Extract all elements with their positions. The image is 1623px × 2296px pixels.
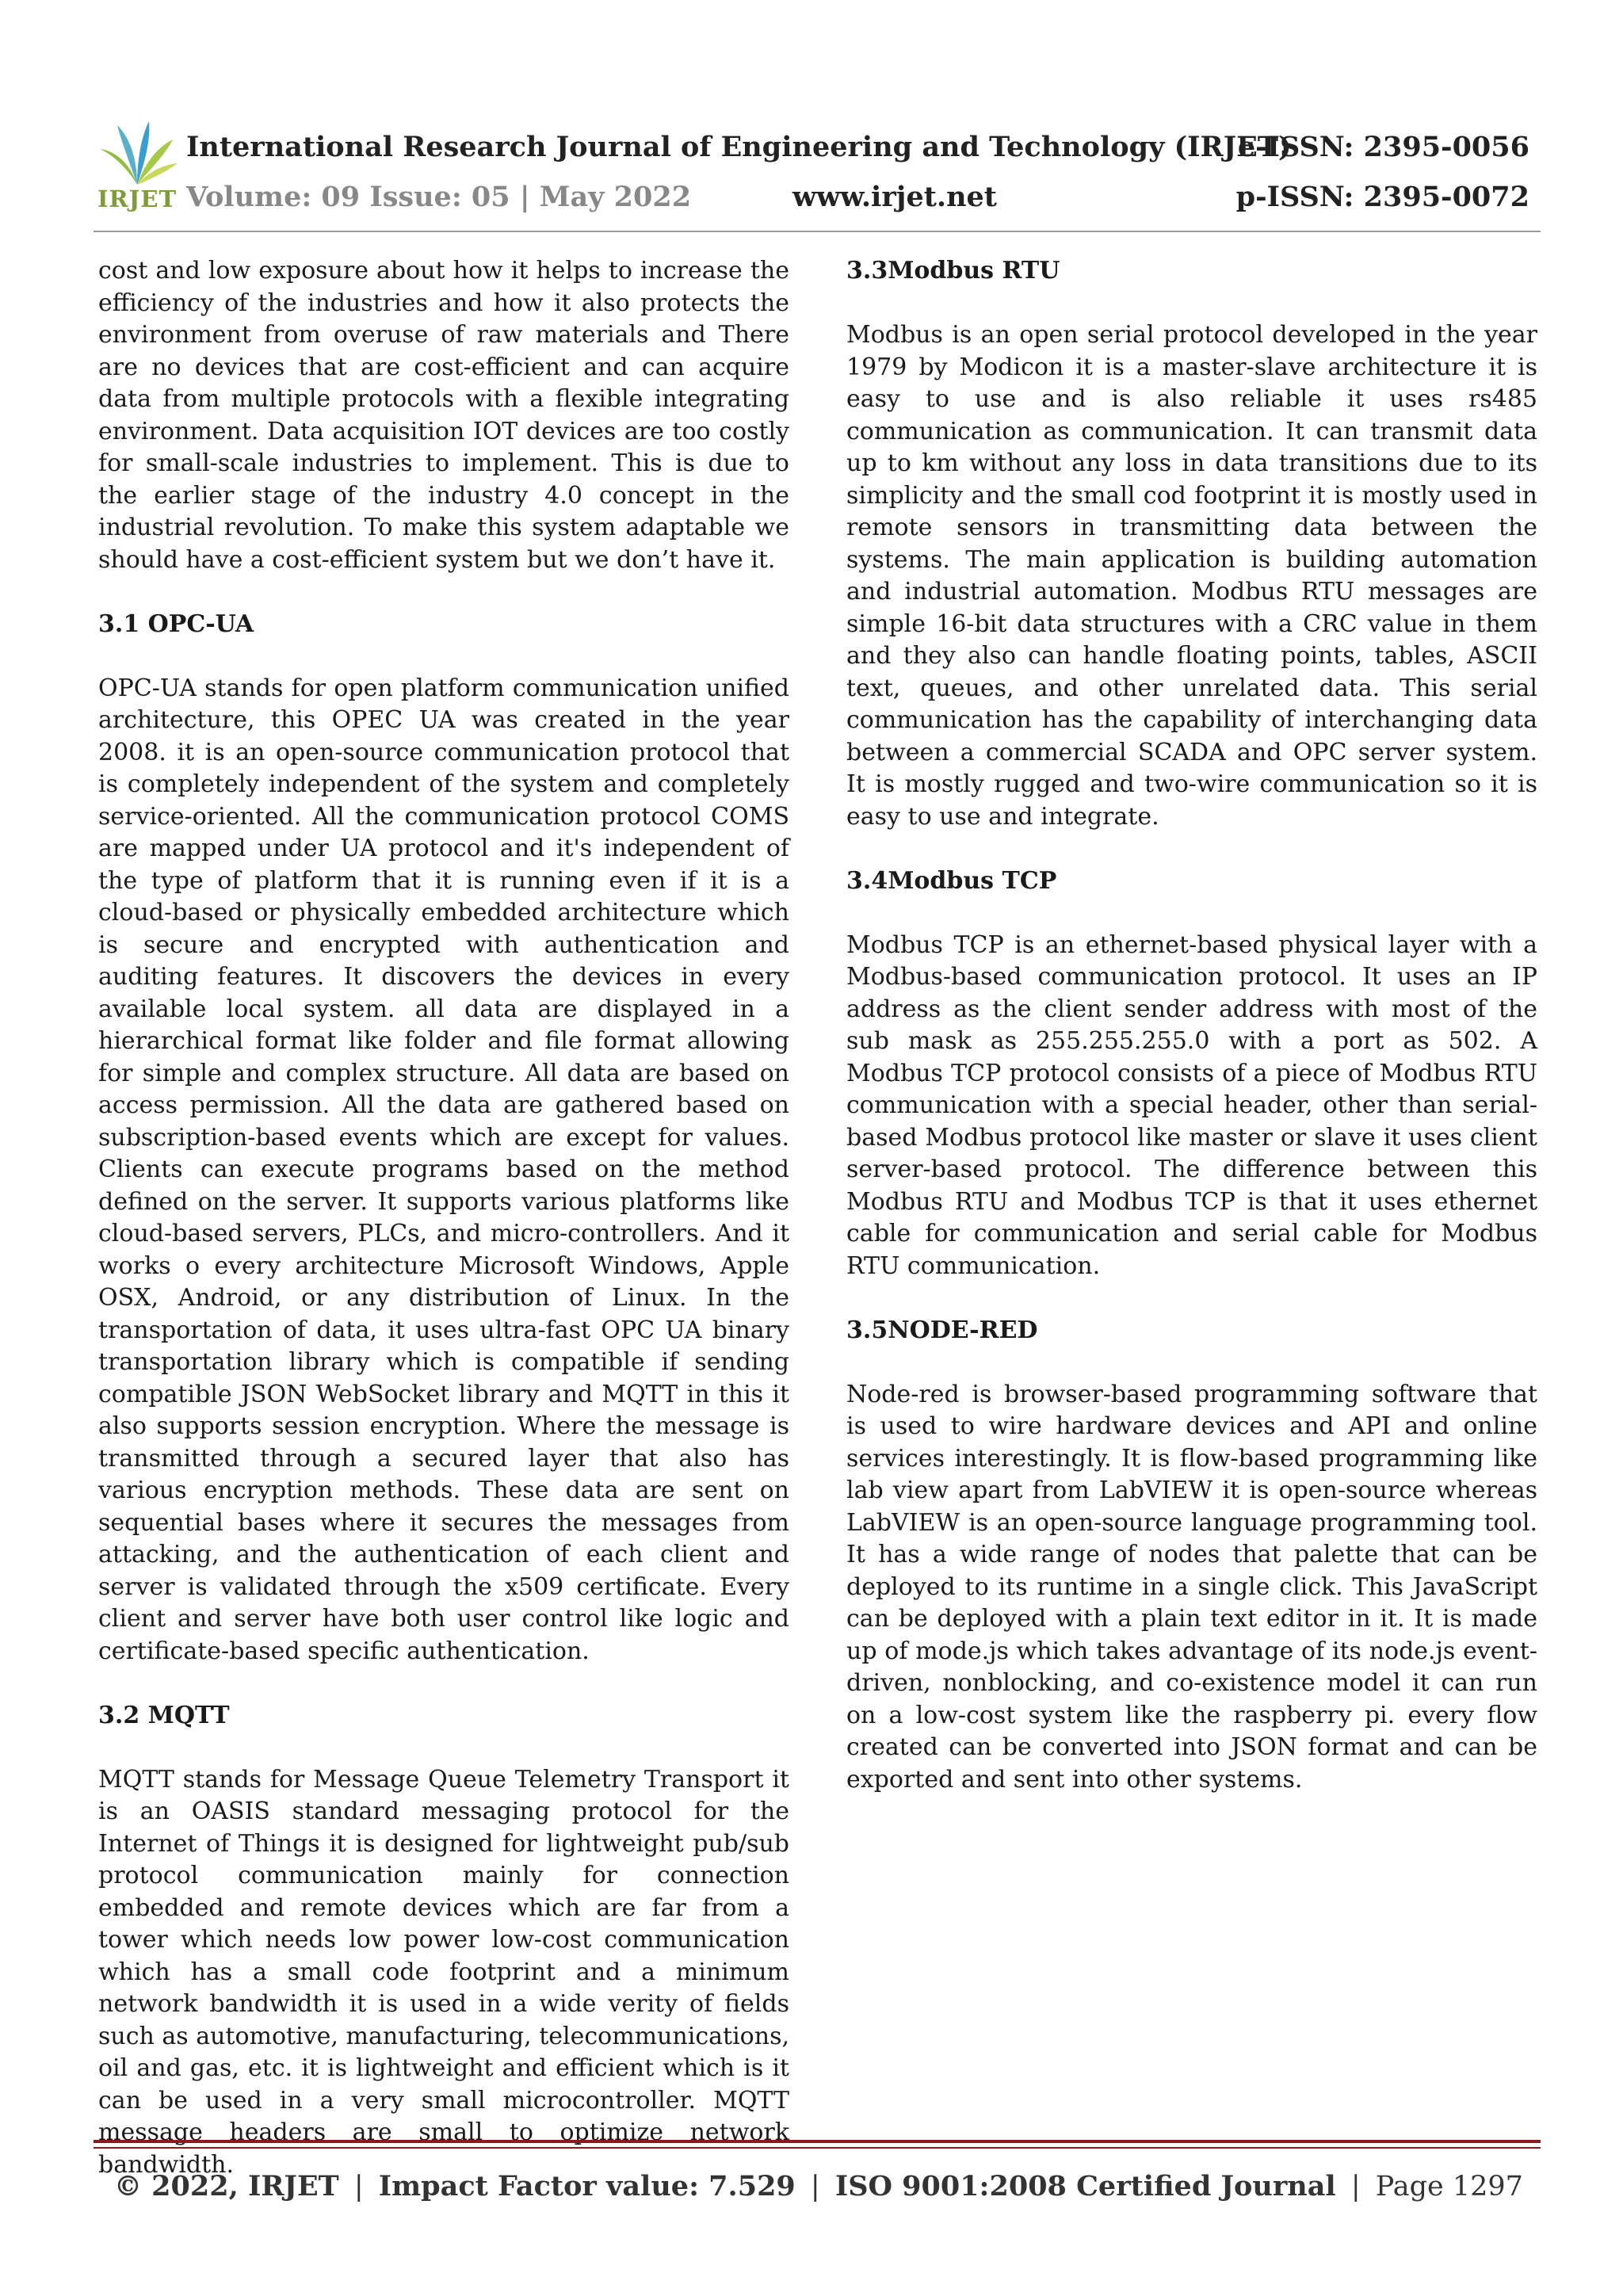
section-paragraph-modbus-rtu: Modbus is an open serial protocol developed in the year 1979 by Modicon it is a master-slave architecture it is easy to use and is also reliable it uses rs485 communication as communication. It can transmit data up to km without any loss in data transitions due to its simplicity and the small cod footprint it is mostly used in remote sensors in transmitting data between the systems. The main application is building automation and industrial automation. Modbus RTU messages are simple 16-bit data structures with a CRC value in them and they also can handle floating points, tables, ASCII text, queues, and other unrelated data. This serial communication has the capability of interchanging data between a commercial SCADA and OPC server system. It is mostly rugged and two-wire communication so it is easy to use and integrate. [846,321,1537,831]
section-heading-opcua: 3.1 OPC-UA [98,609,254,638]
footer-copyright: © 2022, IRJET [114,2170,339,2202]
section-paragraph-modbus-tcp: Modbus TCP is an ethernet-based physical layer with a Modbus-based communication protocol. It uses an IP address as the client sender address with most of the sub mask as 255.255.255.0 with a port as 502. A Modbus TCP protocol consists of a piece of Modbus RTU communication with a special header, other than serial-based Modbus protocol like master or slave it uses client server-based protocol. The difference between this Modbus RTU and Modbus TCP is that it uses ethernet cable for communication and serial cable for Modbus RTU communication. [846,930,1537,1280]
logo-text: IRJET [97,185,178,212]
journal-title: International Research Journal of Engineering and Technology (IRJET) [186,131,1292,163]
intro-paragraph: cost and low exposure about how it helps to increase the efficiency of the industries and how it also protects the environment from overuse of raw materials and There are no devices that are cost-efficient and can acquire data from multiple protocols with a flexible integrating environment. Data acquisition IOT devices are too costly for small-scale industries to implement. This is due to the earlier stage of the industry 4.0 concept in the industrial revolution. To make this system adaptable we should have a cost-efficient system but we don’t have it. [98,257,789,574]
footer-page-number: Page 1297 [1375,2171,1523,2202]
left-column [98,255,789,2214]
section-paragraph-node-red: Node-red is browser-based programming software that is used to wire hardware devices and API and online services interestingly. It is flow-based programming like lab view apart from LabVIEW it is open-source whereas LabVIEW is an open-source language programming tool. It has a wide range of nodes that palette that can be deployed to its runtime in a single click. This JavaScript can be deployed with a plain text editor in it. It is made up of mode.js which takes advantage of its node.js event-driven, nonblocking, and co-existence model it can run on a low-cost system like the raspberry pi. every flow created can be converted into JSON format and can be exported and sent into other systems. [846,1380,1537,1794]
section-heading-modbus-tcp: 3.4Modbus TCP [846,866,1057,895]
footer-separator: | [353,2171,364,2202]
footer-impact-factor: Impact Factor value: 7.529 [378,2170,796,2202]
leaf-logo-icon [94,117,181,189]
footer-divider-thin [94,2147,1541,2149]
journal-logo [94,117,181,220]
eissn: e-ISSN: 2395-0056 [1237,131,1529,163]
footer-separator: | [810,2171,820,2202]
section-paragraph-mqtt: MQTT stands for Message Queue Telemetry Transport it is an OASIS standard messaging protocol for the Internet of Things it is designed for lightweight pub/sub protocol communication mainly for connection embedded and remote devices which are far from a tower which needs low power low-cost communication which has a small code footprint and a minimum network bandwidth it is used in a wide verity of fields such as automotive, manufacturing, telecommunications, oil and gas, etc. it is lightweight and efficient which is it can be used in a very small microcontroller. MQTT message headers are small to optimize network bandwidth. [98,1765,789,2179]
pissn: p-ISSN: 2395-0072 [1235,181,1529,213]
header-divider [94,231,1541,232]
section-paragraph-opcua: OPC-UA stands for open platform communication unified architecture, this OPEC UA was created in the year 2008. it is an open-source communication protocol that is completely independent of the system and completely service-oriented. All the communication protocol COMS are mapped under UA protocol and it's independent of the type of platform that it is running even if it is a cloud-based or physically embedded architecture which is secure and encrypted with authentication and auditing features. It discovers the devices in every available local system. all data are displayed in a hierarchical format like folder and file format allowing for simple and complex structure. All data are based on access permission. All the data are gathered based on subscription-based events which are except for values. Clients can execute programs based on the method defined on the server. It supports various platforms like cloud-based servers, PLCs, and micro-controllers. And it works o every architecture Microsoft Windows, Apple OSX, Android, or any distribution of Linux. In the transportation of data, it uses ultra-fast OPC UA binary transportation library which is compatible if sending compatible JSON WebSocket library and MQTT in this it also supports session encryption. Where the message is transmitted through a secured layer that also has various encryption methods. These data are sent on sequential bases where it secures the messages from attacking, and the authentication of each client and server is validated through the x509 certificate. Every client and server have both user control like logic and certificate-based specific authentication. [98,674,789,1665]
volume-issue: Volume: 09 Issue: 05 | May 2022 [186,181,692,213]
website-link[interactable]: www.irjet.net [792,181,997,213]
footer-divider-thick [94,2140,1541,2143]
section-heading-node-red: 3.5NODE-RED [846,1316,1038,1344]
section-heading-mqtt: 3.2 MQTT [98,1701,230,1729]
footer-separator: | [1350,2171,1361,2202]
footer-iso: ISO 9001:2008 Certified Journal [834,2170,1336,2202]
page-footer [94,2170,1541,2202]
right-column [846,255,1537,1828]
section-heading-modbus-rtu: 3.3Modbus RTU [846,257,1060,285]
